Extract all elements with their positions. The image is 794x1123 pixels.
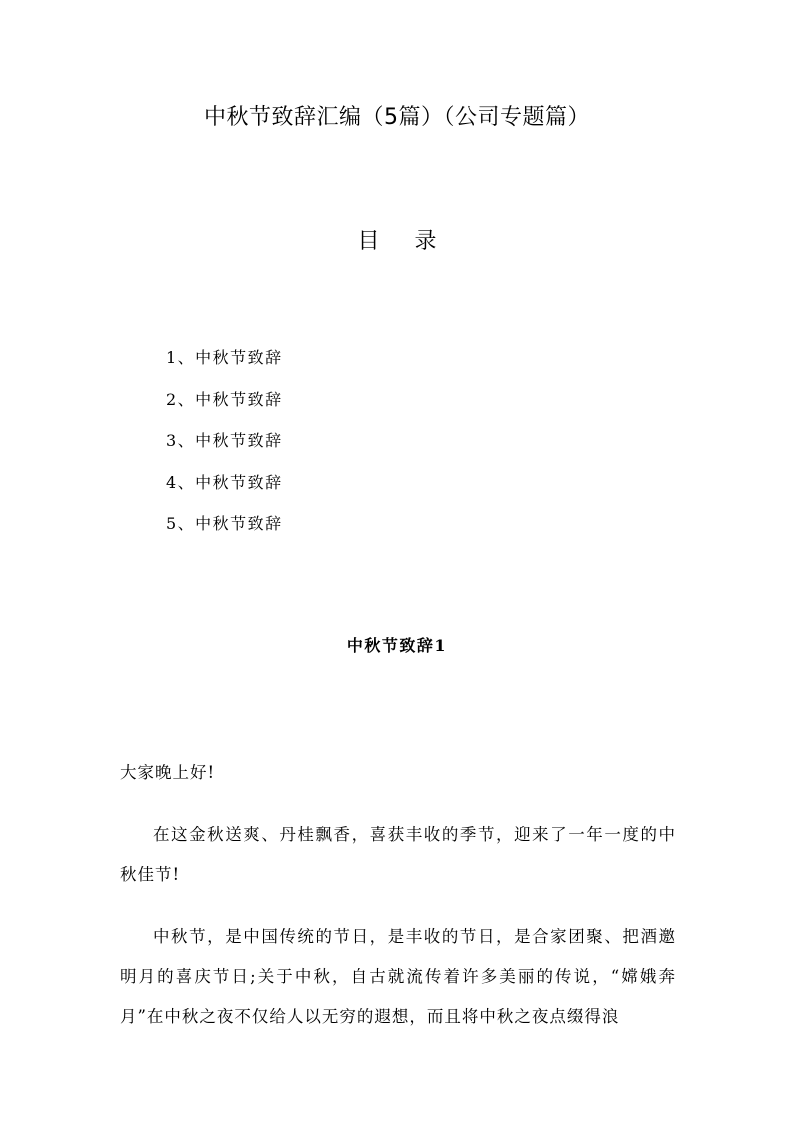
body-paragraph: 在这金秋送爽、丹桂飘香，喜获丰收的季节，迎来了一年一度的中秋佳节! xyxy=(120,825,676,884)
table-of-contents xyxy=(166,345,283,553)
body-paragraph: 中秋节，是中国传统的节日，是丰收的节日，是合家团聚、把酒邀明月的喜庆节日;关于中秋，自古就流传着许多美丽的传说，“嫦娥奔月”在中秋之夜不仅给人以无穷的遐想，而且将中秋之夜点缀得浪 xyxy=(120,927,676,1026)
toc-item[interactable]: 1、中秋节致辞 xyxy=(166,348,283,367)
toc-item[interactable]: 3、中秋节致辞 xyxy=(166,431,283,450)
toc-item[interactable]: 5、中秋节致辞 xyxy=(166,514,283,533)
toc-item[interactable]: 2、中秋节致辞 xyxy=(166,389,283,409)
greeting-paragraph: 大家晚上好! xyxy=(120,763,216,782)
body-text xyxy=(120,753,676,1059)
toc-heading: 目 录 xyxy=(357,229,451,254)
toc-item[interactable]: 4、中秋节致辞 xyxy=(166,472,283,492)
document-title: 中秋节致辞汇编（5篇）（公司专题篇） xyxy=(204,105,590,130)
section-title: 中秋节致辞1 xyxy=(346,636,448,655)
